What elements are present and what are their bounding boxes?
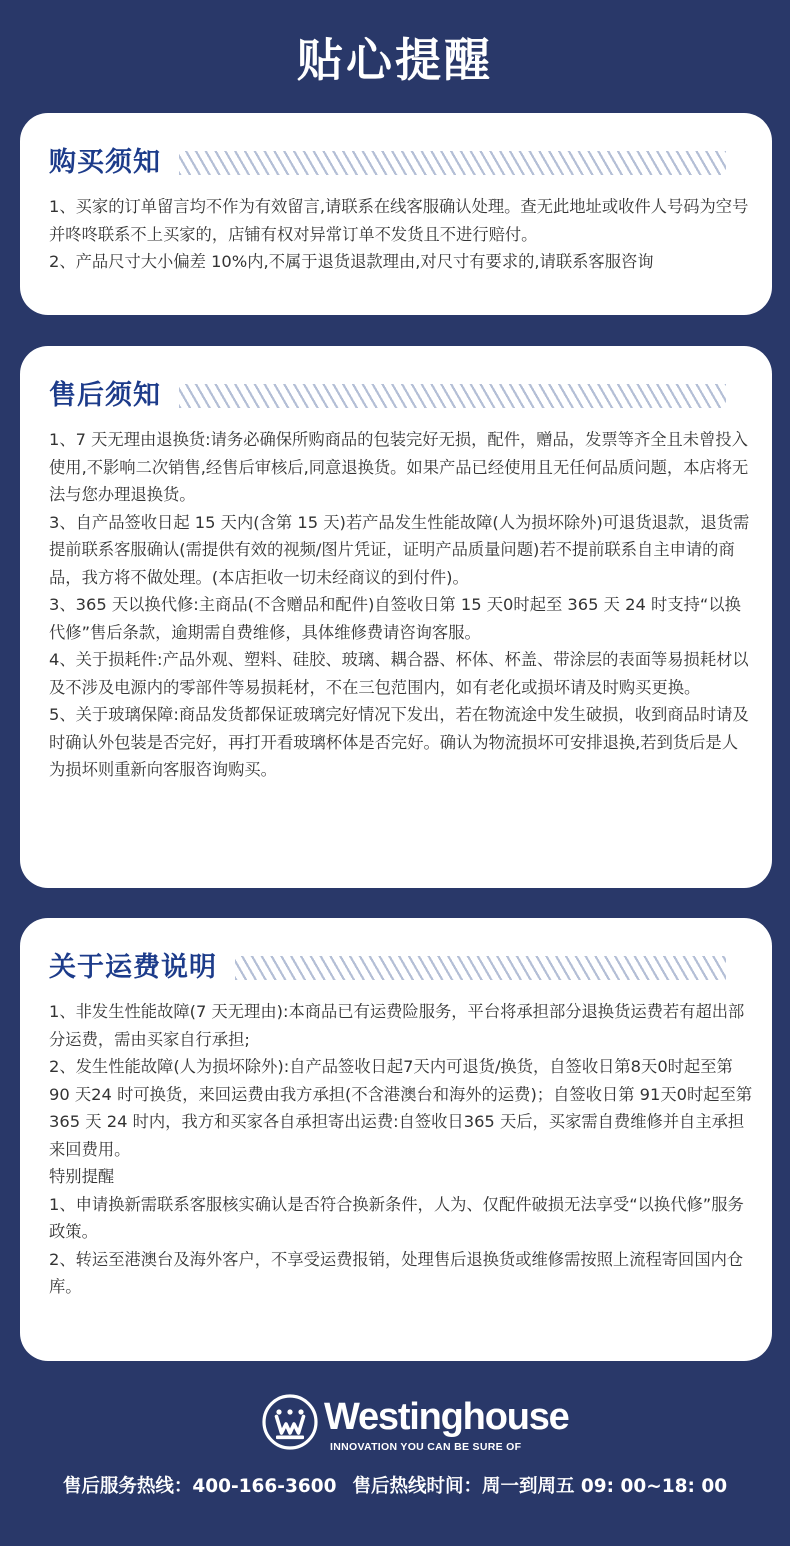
- purchase-notice-card: [20, 113, 772, 315]
- brand-tagline: INNOVATION YOU CAN BE SURE OF: [330, 1441, 522, 1453]
- after-sales-item: 3、365 天以换代修:主商品(不含赠品和配件)自签收日第 15 天0时起至 365 天 24 时支持“以换代修”售后条款，逾期需自费维修，具体维修费请咨询客服。: [49, 595, 741, 642]
- card-header: [49, 948, 754, 988]
- section-title-shipping-fee: 关于运费说明: [49, 952, 217, 983]
- footer: [0, 1390, 790, 1546]
- card-header: [49, 143, 754, 183]
- decorative-stripes: [179, 384, 726, 408]
- brand-name: Westinghouse: [324, 1396, 569, 1438]
- shipping-fee-item: 1、非发生性能故障(7 天无理由):本商品已有运费险服务，平台将承担部分退换货运费若有超出部分运费，需由买家自行承担;: [49, 1002, 745, 1049]
- section-title-after-sales-notice: 售后须知: [49, 380, 161, 411]
- card-header: [49, 376, 754, 416]
- decorative-stripes: [235, 956, 726, 980]
- page-title: 贴心提醒: [297, 33, 493, 87]
- purchase-notice-item: 1、买家的订单留言均不作为有效留言,请联系在线客服确认处理。查无此地址或收件人号码为空号并咚咚联系不上买家的，店铺有权对异常订单不发货且不进行赔付。: [49, 197, 749, 244]
- service-hours: 售后热线时间：周一到周五 09: 00~18: 00: [352, 1476, 728, 1497]
- decorative-stripes: [179, 151, 726, 175]
- section-title-purchase-notice: 购买须知: [49, 147, 161, 178]
- westinghouse-w-logo-icon: [262, 1394, 318, 1450]
- after-sales-item: 3、自产品签收日起 15 天内(含第 15 天)若产品发生性能故障(人为损坏除外)可退货退款，退货需提前联系客服确认(需提供有效的视频/图片凭证，证明产品质量问题)若不提前联系自主申请的商品，我方将不做处理。(本店拒收一切未经商议的到付件)。: [49, 512, 750, 587]
- after-sales-notice-card: [20, 346, 772, 888]
- shipping-fee-card: [20, 918, 772, 1361]
- brand-logo: [262, 1392, 569, 1460]
- shipping-fee-item: 2、发生性能故障(人为损坏除外):自产品签收日起7天内可退货/换货，自签收日第8天0时起至第 90 天24 时可换货，来回运费由我方承担(不含港澳台和海外的运费)；自签收日第 91天0时起至第 365 天 24 时内，我方和买家各自承担寄出运费:自签收日365 天后，买家需自费维修并自主承担来回费用。: [49, 1057, 753, 1159]
- after-sales-item: 5、关于玻璃保障:商品发货都保证玻璃完好情况下发出，若在物流途中发生破损，收到商品时请及时确认外包装是否完好，再打开看玻璃杯体是否完好。确认为物流损坏可安排退换,若到货后是人为损坏则重新向客服咨询购买。: [49, 705, 749, 779]
- purchase-notice-item: 2、产品尺寸大小偏差 10%内,不属于退货退款理由,对尺寸有要求的,请联系客服咨询: [49, 252, 654, 271]
- after-sales-item: 1、7 天无理由退换货:请务必确保所购商品的包装完好无损，配件，赠品，发票等齐全且未曾投入使用,不影响二次销售,经售后审核后,同意退换货。如果产品已经使用且无任何品质问题，本店将无法与您办理退换货。: [49, 430, 749, 504]
- special-reminder-heading: 特别提醒: [49, 1167, 115, 1186]
- after-sales-item: 4、关于损耗件:产品外观、塑料、硅胶、玻璃、耦合器、杯体、杯盖、带涂层的表面等易损耗材以及不涉及电源内的零部件等易损耗材，不在三包范围内，如有老化或损坏请及时购买更换。: [49, 650, 749, 697]
- shipping-fee-item: 1、申请换新需联系客服核实确认是否符合换新条件，人为、仅配件破损无法享受“以换代修”服务政策。: [49, 1194, 744, 1241]
- service-hotline: 售后服务热线：400-166-3600: [62, 1476, 337, 1497]
- service-hotline-bar: [0, 1474, 790, 1500]
- shipping-fee-item: 2、转运至港澳台及海外客户，不享受运费报销，处理售后退换货或维修需按照上流程寄回国内仓库。: [49, 1249, 744, 1296]
